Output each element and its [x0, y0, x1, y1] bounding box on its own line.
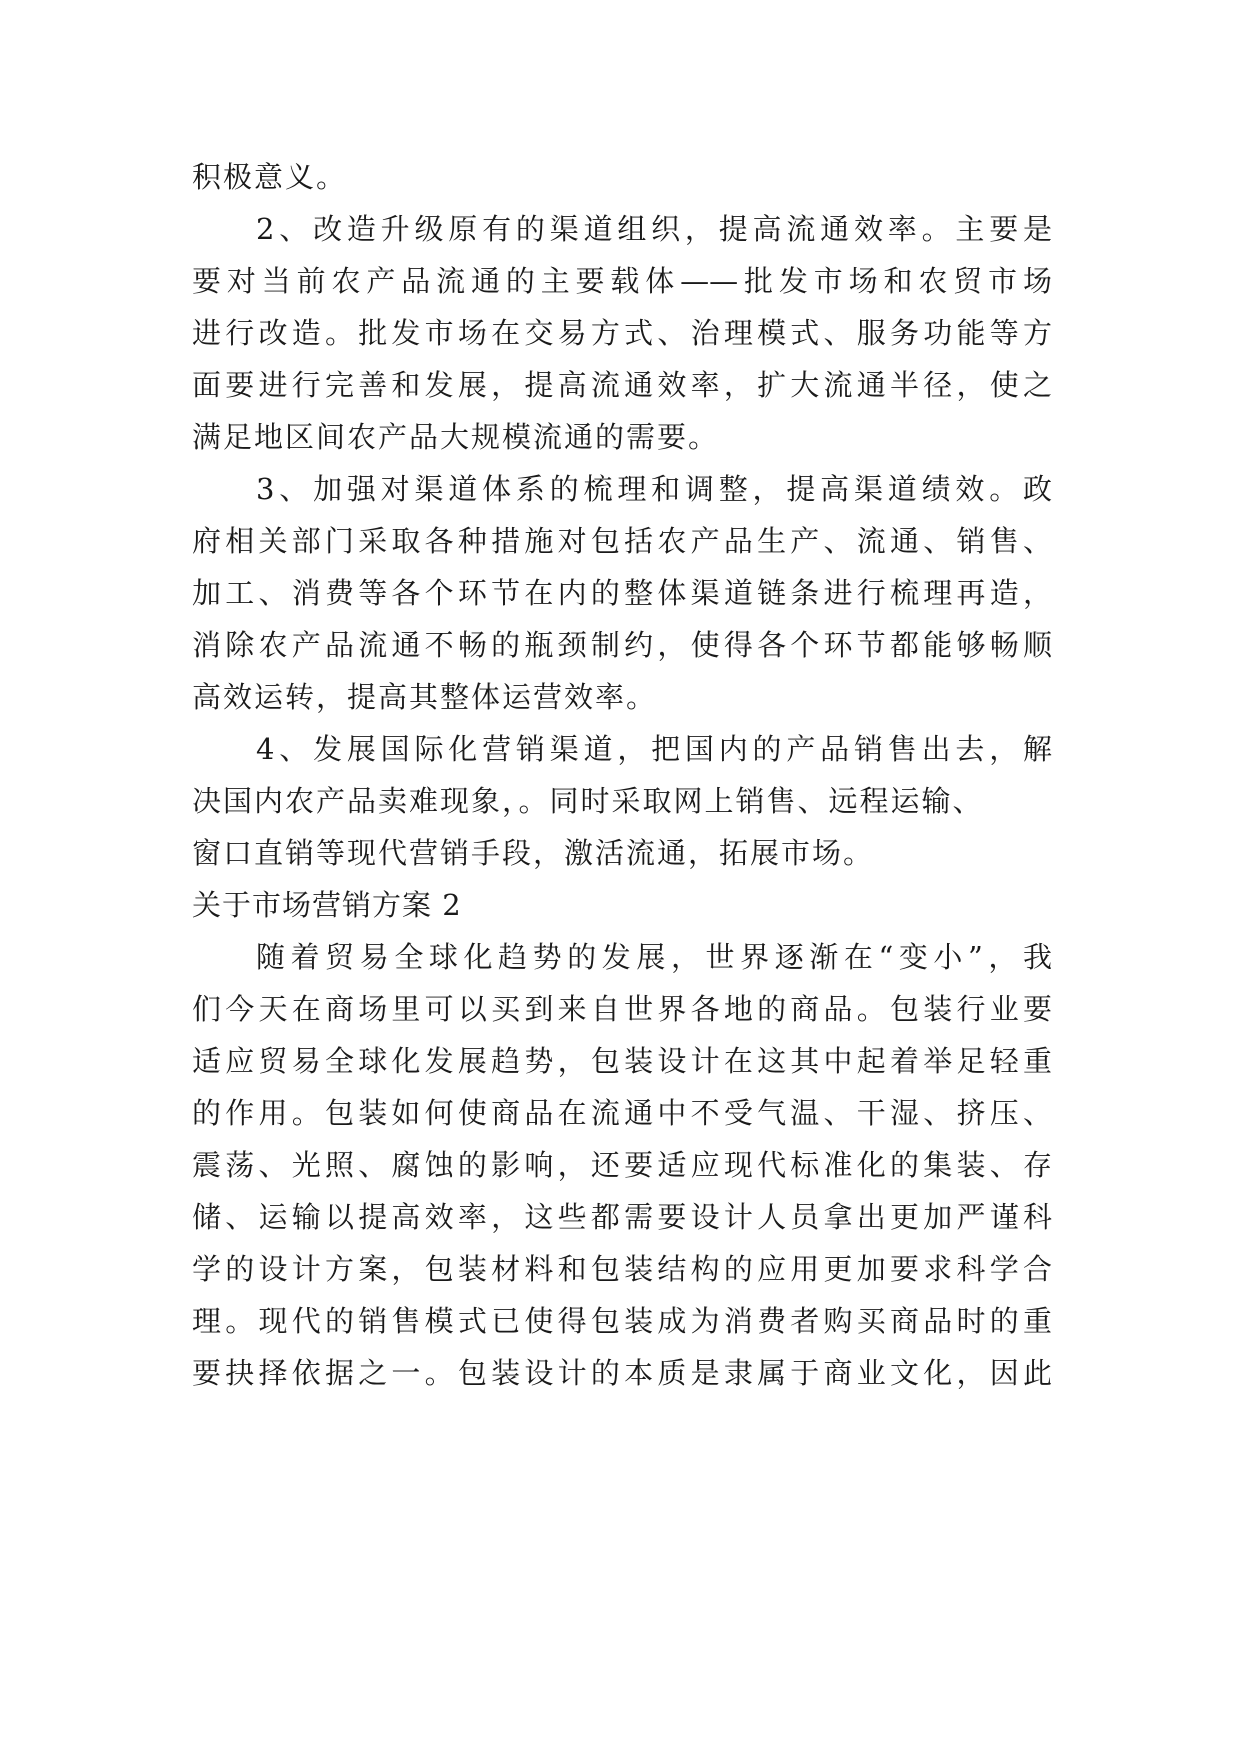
- text-line: 进行改造。批发市场在交易方式、治理模式、服务功能等方: [192, 316, 1052, 350]
- text-line: 3、加强对渠道体系的梳理和调整，提高渠道绩效。政: [256, 472, 1052, 506]
- text-line: 加工、消费等各个环节在内的整体渠道链条进行梳理再造，: [192, 576, 1052, 610]
- text-line: 理。现代的销售模式已使得包装成为消费者购买商品时的重: [192, 1304, 1052, 1338]
- text-line: 2、改造升级原有的渠道组织，提高流通效率。主要是: [256, 212, 1052, 246]
- text-line: 积极意义。: [192, 160, 348, 194]
- text-line: 4、发展国际化营销渠道，把国内的产品销售出去，解: [256, 732, 1052, 766]
- text-line: 要抉择依据之一。包装设计的本质是隶属于商业文化，因此: [192, 1356, 1052, 1390]
- text-line: 要对当前农产品流通的主要载体——批发市场和农贸市场: [192, 264, 1052, 298]
- text-line: 消除农产品流通不畅的瓶颈制约，使得各个环节都能够畅顺: [192, 628, 1052, 662]
- text-line: 满足地区间农产品大规模流通的需要。: [192, 420, 720, 454]
- text-line: 适应贸易全球化发展趋势，包装设计在这其中起着举足轻重: [192, 1044, 1052, 1078]
- text-line: 学的设计方案，包装材料和包装结构的应用更加要求科学合: [192, 1252, 1052, 1286]
- text-line: 窗口直销等现代营销手段，激活流通，拓展市场。: [192, 836, 875, 870]
- text-line: 的作用。包装如何使商品在流通中不受气温、干湿、挤压、: [192, 1096, 1052, 1130]
- text-line: 震荡、光照、腐蚀的影响，还要适应现代标准化的集装、存: [192, 1148, 1052, 1182]
- text-line: 面要进行完善和发展，提高流通效率，扩大流通半径，使之: [192, 368, 1052, 402]
- text-line: 高效运转，提高其整体运营效率。: [192, 680, 658, 714]
- text-line: 府相关部门采取各种措施对包括农产品生产、流通、销售、: [192, 524, 1052, 558]
- text-line: 们今天在商场里可以买到来自世界各地的商品。包装行业要: [192, 992, 1052, 1026]
- text-line: 随着贸易全球化趋势的发展，世界逐渐在“变小”，我: [256, 940, 1052, 974]
- section-heading: 关于市场营销方案 2: [192, 888, 462, 922]
- text-line: 决国内农产品卖难现象，。同时采取网上销售、远程运输、: [192, 784, 984, 818]
- text-line: 储、运输以提高效率，这些都需要设计人员拿出更加严谨科: [192, 1200, 1052, 1234]
